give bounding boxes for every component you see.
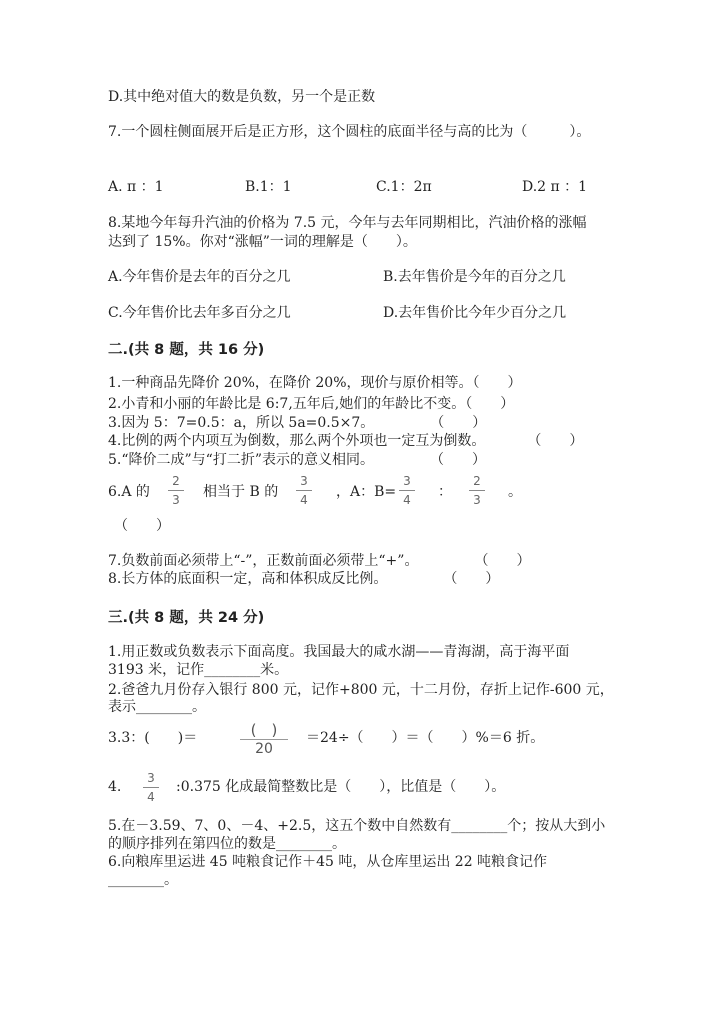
s3-q3-prefix: 3.3：( )＝	[108, 730, 198, 746]
question-8-line1: 8.某地今年每升汽油的价格为 7.5 元，今年与去年同期相比，汽油价格的涨幅	[108, 215, 587, 231]
fraction-bar	[240, 739, 288, 740]
fraction-denominator: 4	[403, 493, 411, 507]
q8-option-c: C.今年售价比去年多百分之几	[108, 305, 291, 321]
fraction-numerator: 3	[403, 474, 411, 488]
fraction-bar	[399, 490, 415, 491]
s3-q4-suffix: :0.375 化成最简整数比是（ ），比值是（ ）。	[176, 779, 506, 795]
fraction-numerator: ( )	[250, 721, 278, 739]
s3-q6-line2: ________。	[108, 872, 178, 888]
s2-item-6-fraction-1	[168, 474, 184, 507]
fraction-numerator: 2	[172, 474, 180, 488]
s2-item-4: 4.比例的两个内项互为倒数，那么两个外项也一定互为倒数。 （ ）	[108, 433, 584, 449]
q7-option-b: B.1：1	[245, 179, 292, 195]
section-3-heading: 三.(共 8 题，共 24 分)	[108, 610, 265, 626]
q8-option-a: A.今年售价是去年的百分之几	[108, 269, 291, 285]
s2-item-2: 2.小青和小丽的年龄比是 6:7,五年后,她们的年龄比不变。（ ）	[108, 396, 515, 412]
s3-q4-fraction	[143, 771, 159, 804]
s2-item-3: 3.因为 5：7=0.5：a，所以 5a=0.5×7。 （ ）	[108, 415, 487, 431]
q7-option-c: C.1：2π	[376, 179, 432, 195]
s2-item-6-answer: （ ）	[114, 518, 170, 534]
s3-q5-line1: 5.在－3.59、7、0、－4、+2.5，这五个数中自然数有________个；按从大到小	[108, 818, 606, 834]
s3-q4-prefix: 4.	[108, 779, 122, 795]
s3-q2-line2: 表示________。	[108, 699, 206, 715]
q7-option-d: D.2 π ：1	[522, 179, 588, 195]
q8-option-d: D.去年售价比今年少百分之几	[383, 305, 567, 321]
fraction-denominator: 4	[300, 493, 308, 507]
s2-item-6-prefix: 6.A 的	[108, 484, 150, 500]
s3-q6-line1: 6.向粮库里运进 45 吨粮食记作＋45 吨，从仓库里运出 22 吨粮食记作	[108, 854, 548, 870]
fraction-numerator: 2	[473, 474, 481, 488]
s3-q1-line2: 3193 米，记作________米。	[108, 662, 289, 678]
fraction-bar	[168, 490, 184, 491]
s2-item-1: 1.一种商品先降价 20%，在降价 20%，现价与原价相等。（ ）	[108, 375, 522, 391]
s3-q1-line1: 1.用正数或负数表示下面高度。我国最大的咸水湖——青海湖，高于海平面	[108, 644, 570, 660]
section-2-heading: 二.(共 8 题，共 16 分)	[108, 342, 265, 358]
s2-item-6-fraction-2	[296, 474, 312, 507]
fraction-bar	[296, 490, 312, 491]
fraction-numerator: 3	[147, 771, 155, 785]
question-8-line2: 达到了 15%。你对“涨幅”一词的理解是（ ）。	[108, 234, 417, 250]
s2-item-6-fraction-3	[399, 474, 415, 507]
s3-q3-fraction	[240, 722, 288, 757]
s2-item-6-middle: 相当于 B 的	[203, 484, 279, 500]
s2-item-6-colon: ：	[438, 484, 452, 500]
s3-q2-line1: 2.爸爸九月份存入银行 800 元，记作+800 元，十二月份，存折上记作-600 元，	[108, 682, 614, 698]
fraction-bar	[469, 490, 485, 491]
q7-option-a: A. π ：1	[108, 179, 164, 195]
fraction-denominator: 4	[147, 790, 155, 804]
fraction-numerator: 3	[300, 474, 308, 488]
question-7: 7.一个圆柱侧面展开后是正方形，这个圆柱的底面半径与高的比为（ ）。	[108, 124, 591, 140]
fraction-bar	[143, 787, 159, 788]
fraction-denominator: 3	[473, 493, 481, 507]
s3-q3-suffix: ＝24÷（ ）＝（ ）%＝6 折。	[306, 730, 545, 746]
s2-item-8: 8.长方体的底面积一定，高和体积成反比例。 （ ）	[108, 571, 500, 587]
s2-item-6-end: 。	[508, 484, 522, 500]
option-d-previous: D.其中绝对值大的数是负数，另一个是正数	[108, 89, 376, 105]
q8-option-b: B.去年售价是今年的百分之几	[383, 269, 566, 285]
s2-item-6-fraction-4	[469, 474, 485, 507]
s2-item-5: 5.“降价二成”与“打二折”表示的意义相同。 （ ）	[108, 452, 486, 468]
s2-item-6-ratio: ，A：B=	[336, 484, 397, 500]
fraction-denominator: 20	[255, 741, 273, 757]
fraction-denominator: 3	[172, 493, 180, 507]
s2-item-7: 7.负数前面必须带上“-”，正数前面必须带上“+”。 （ ）	[108, 553, 531, 569]
s3-q5-line2: 的顺序排列在第四位的数是________。	[108, 836, 346, 852]
